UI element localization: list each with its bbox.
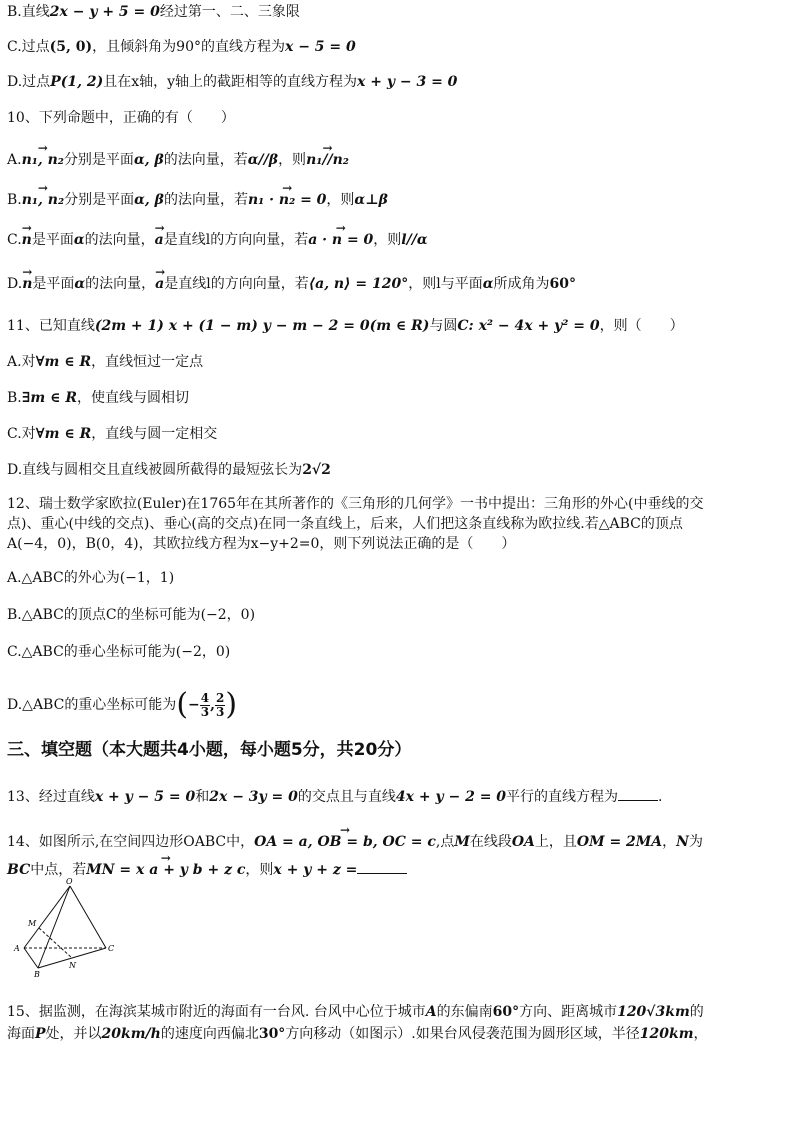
- edge-oc: [70, 886, 106, 948]
- tetrahedron-diagram: [8, 878, 118, 978]
- math: BC: [7, 862, 31, 878]
- text: 在线段: [469, 834, 512, 850]
- text: A.: [7, 152, 22, 168]
- q12-stem-line2: 点)、重心(中线的交点)、垂心(高的交点)在同一条直线上，后来，人们把这条直线称为欧拉线.若△ABC的顶点: [7, 516, 683, 532]
- text: 11、已知直线: [7, 318, 95, 334]
- minus-sign: −: [188, 697, 200, 713]
- math: α, β: [133, 152, 164, 168]
- text: 上，且: [534, 834, 577, 850]
- q12-option-a: A.△ABC的外心为(−1，1): [7, 570, 175, 586]
- text: 中点，若: [30, 862, 87, 878]
- text: ，则: [245, 862, 274, 878]
- q12-option-c: C.△ABC的垂心坐标可能为(−2，0): [7, 644, 231, 660]
- text: 的交点且与直线: [297, 789, 396, 805]
- math: 120km: [639, 1026, 694, 1042]
- q11-stem: [7, 316, 787, 336]
- math: → n₁//n₂: [306, 146, 349, 170]
- q15-line1: [7, 1002, 787, 1022]
- text: 为: [688, 834, 703, 850]
- math: (5, 0): [49, 39, 93, 55]
- text: 的法向量，若: [163, 192, 248, 208]
- math: α: [73, 232, 85, 248]
- math: ∀m ∈ R: [35, 426, 92, 442]
- edge-ob: [38, 886, 70, 968]
- q10-option-d: [7, 270, 787, 294]
- math: 20km/h: [101, 1026, 161, 1042]
- math: α: [482, 276, 494, 292]
- math: l//α: [401, 232, 428, 248]
- math: (2m + 1) x + (1 − m) y − m − 2 = 0(m ∈ R): [94, 318, 430, 334]
- text: 是平面: [31, 232, 74, 248]
- text: 是直线l的方向向量，若: [164, 276, 309, 292]
- math: ⟨a, n⟩ = 120°: [308, 276, 409, 292]
- text: ，直线恒过一定点: [91, 354, 204, 370]
- text: 平行的直线方程为: [506, 789, 619, 805]
- math: 60°: [549, 276, 576, 292]
- text: ，: [662, 834, 677, 850]
- math: 90°: [176, 39, 201, 55]
- text: ，直线与圆一定相交: [91, 426, 218, 442]
- math: 30°: [258, 1026, 286, 1042]
- math: x + y − 5 = 0: [94, 789, 196, 805]
- text: 方向、距离城市: [519, 1004, 618, 1020]
- math: C: x² − 4x + y² = 0: [457, 318, 600, 334]
- text: .: [658, 789, 663, 805]
- q10-stem: 10、下列命题中，正确的有（ ）: [7, 110, 235, 126]
- denominator: 3: [200, 704, 210, 719]
- section-heading: 三、填空题（本大题共4小题，每小题5分，共20分）: [7, 740, 412, 760]
- text: C.: [7, 232, 22, 248]
- q9-option-b: [7, 2, 787, 22]
- text: B.: [7, 390, 22, 406]
- math: α//β: [247, 152, 279, 168]
- numerator: 4: [200, 690, 210, 705]
- q11-option-d: [7, 460, 787, 480]
- text: 的: [689, 1004, 704, 1020]
- text: ,点: [435, 834, 455, 850]
- q12-option-b: B.△ABC的顶点C的坐标可能为(−2，0): [7, 607, 256, 623]
- text: 的东偏南: [436, 1004, 493, 1020]
- text: 的法向量，: [85, 276, 156, 292]
- text: D.△ABC的重心坐标可能为: [7, 697, 177, 713]
- math: → n₁ · n₂ = 0: [248, 186, 326, 210]
- q14-line2: [7, 856, 787, 880]
- label-o: O: [66, 878, 73, 886]
- math: x + y − 3 = 0: [357, 74, 458, 90]
- text: 经过第一、二、三象限: [159, 4, 300, 20]
- text: ，使直线与圆相切: [76, 390, 189, 406]
- text: 分别是平面: [64, 192, 135, 208]
- math: → OA = a, OB = b, OC = c: [254, 828, 436, 852]
- math: → n₁, n₂: [22, 146, 64, 170]
- q10-option-c: [7, 226, 787, 250]
- text: A.对: [7, 354, 36, 370]
- math: → MN = x a + y b + z c: [86, 856, 245, 880]
- q11-option-c: [7, 424, 787, 444]
- math: 4x + y − 2 = 0: [395, 789, 507, 805]
- math: 60°: [492, 1004, 520, 1020]
- q11-option-b: [7, 388, 787, 408]
- text: 的速度向西偏北: [160, 1026, 259, 1042]
- text: 14、如图所示,在空间四边形OABC中，: [7, 834, 255, 850]
- q10-option-a: [7, 146, 787, 170]
- text: ，则: [373, 232, 402, 248]
- math: 120√3km: [617, 1004, 690, 1020]
- text: C.过点: [7, 39, 50, 55]
- math: x + y + z =: [273, 862, 358, 878]
- q12-option-d: [7, 687, 787, 722]
- math: → n: [22, 226, 32, 250]
- q9-option-c: [7, 37, 787, 57]
- left-paren: (: [176, 687, 189, 722]
- math: OA: [511, 834, 535, 850]
- math: α: [74, 276, 86, 292]
- math: 2x − 3y = 0: [209, 789, 298, 805]
- math: A: [425, 1004, 437, 1020]
- text: ，且倾斜角为: [92, 39, 177, 55]
- text: 海面: [7, 1026, 35, 1042]
- edge-oa: [24, 886, 70, 948]
- math: → a · n = 0: [308, 226, 373, 250]
- label-c: C: [108, 944, 115, 953]
- text: 和: [195, 789, 210, 805]
- math: → n₁, n₂: [22, 186, 64, 210]
- text: 的直线方程为: [200, 39, 285, 55]
- math: → a: [155, 226, 164, 250]
- text: 所成角为: [493, 276, 550, 292]
- math: ∃m ∈ R: [21, 390, 77, 406]
- text: 是平面: [32, 276, 75, 292]
- right-paren: ): [225, 687, 238, 722]
- numerator: 2: [216, 690, 225, 705]
- text: 与圆: [429, 318, 458, 334]
- label-a: A: [14, 944, 20, 953]
- comma: ,: [210, 697, 215, 713]
- text: C.对: [7, 426, 36, 442]
- math: x − 5 = 0: [284, 39, 356, 55]
- text: 分别是平面: [63, 152, 134, 168]
- math: OM = 2MA: [576, 834, 663, 850]
- text: 方向移动（如图示）.如果台风侵袭范围为圆形区域，半径: [285, 1026, 640, 1042]
- q9-option-d: [7, 72, 787, 92]
- math: α, β: [134, 192, 164, 208]
- text: 13、经过直线: [7, 789, 95, 805]
- math: P(1, 2): [50, 74, 104, 90]
- text: 15、据监测，在海滨某城市附近的海面有一台风. 台风中心位于城市: [7, 1004, 426, 1020]
- math: ∀m ∈ R: [35, 354, 92, 370]
- math: N: [676, 834, 689, 850]
- math: → a: [155, 270, 164, 294]
- text: ，则（ ）: [599, 318, 684, 334]
- text: D.直线与圆相交且直线被圆所截得的最短弦长为: [7, 462, 303, 478]
- text: ，: [693, 1026, 708, 1042]
- q12-stem-line1: 12、瑞士数学家欧拉(Euler)在1765年在其所著作的《三角形的几何学》一书中提出：三角形的外心(中垂线的交: [7, 496, 704, 512]
- label-b: B: [34, 970, 40, 978]
- math: → n: [22, 270, 32, 294]
- answer-blank[interactable]: [618, 786, 658, 801]
- text: D.: [7, 276, 23, 292]
- text: 的法向量，若: [163, 152, 248, 168]
- text: B.: [7, 192, 22, 208]
- edge-ab: [24, 948, 38, 968]
- math: P: [35, 1026, 46, 1042]
- label-m: M: [28, 919, 37, 928]
- math: α⊥β: [354, 192, 388, 208]
- text: ，则: [278, 152, 307, 168]
- text: 处，并以: [45, 1026, 102, 1042]
- text: B.直线: [7, 4, 50, 20]
- math: 2x − y + 5 = 0: [49, 4, 160, 20]
- denominator: 3: [216, 704, 225, 719]
- fraction: [200, 692, 210, 719]
- q11-option-a: [7, 352, 787, 372]
- text: ，则l与平面: [408, 276, 483, 292]
- text: 且在x轴，y轴上的截距相等的直线方程为: [103, 74, 358, 90]
- q13: [7, 786, 787, 807]
- text: ，则: [326, 192, 355, 208]
- answer-blank[interactable]: [357, 859, 407, 874]
- text: 是直线l的方向向量，若: [163, 232, 309, 248]
- label-n: N: [69, 961, 76, 970]
- math: M: [454, 834, 470, 850]
- q12-stem-line3: A(−4，0)，B(0，4)，其欧拉线方程为x−y+2=0，则下列说法正确的是（ ）: [7, 536, 516, 552]
- q10-option-b: [7, 186, 787, 210]
- text: 的法向量，: [84, 232, 155, 248]
- fraction: [215, 692, 225, 719]
- q15-line2: [7, 1024, 787, 1044]
- text: D.过点: [7, 74, 51, 90]
- math: 2√2: [302, 462, 331, 478]
